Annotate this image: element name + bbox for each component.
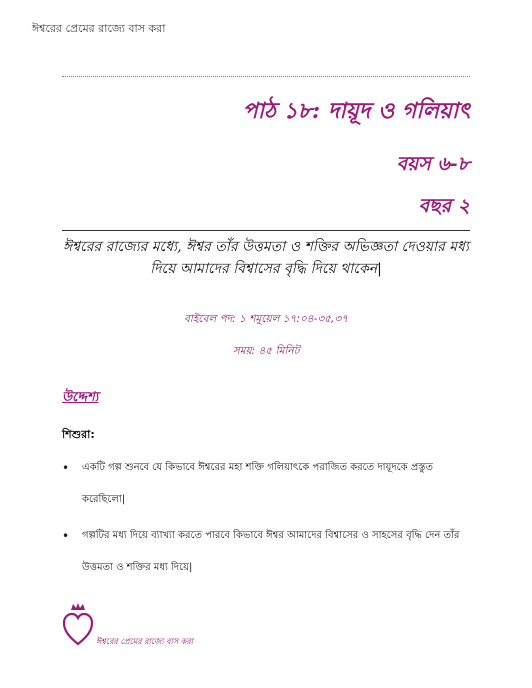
curriculum-year: বছর ২ [418,195,470,217]
crown-heart-logo-icon [62,602,94,648]
list-item [62,452,472,516]
objectives-heading: উদ্দেশ্য [62,390,99,405]
objective-text: গল্পটির মধ্য দিয়ে ব্যাখ্যা করতে পারবে কিভাবে ঈশ্বর আমাদের বিশ্বাসের ও সাহসের বৃদ্ধি দেন তাঁর উত্তমতা ও শক্তির মধ্য দিয়ে| [82,530,460,573]
lesson-duration: সময়: ৪৫ মিনিট [232,345,300,357]
objectives-audience: শিশুরা: [62,428,95,441]
bullet-icon: • [62,529,70,543]
bullet-icon: • [62,461,70,475]
running-header: ঈশ্বরের প্রেমের রাজ্যে বাস করা [32,22,166,35]
theme-divider [62,230,470,231]
footer-text: ঈশ্বরের প্রেমের রাজ্যে বাস করা [96,637,194,646]
objectives-list [62,452,472,588]
scripture-reference: বাইবেল পদ: ১ শমূয়েল ১৭:০৪-৩৫,৩৭ [183,313,349,325]
lesson-theme: ঈশ্বরের রাজ্যের মধ্যে, ঈশ্বর তাঁর উত্তমতা ও শক্তির অভিজ্ঞতা দেওয়ার মধ্য দিয়ে আমাদের বিশ্বাসের বৃদ্ধি দিয়ে থাকেন| [63,239,469,277]
lesson-title: পাঠ ১৮: দায়ূদ ও গলিয়াৎ [242,98,470,124]
header-divider [62,76,470,77]
age-range: বয়স ৬-৮ [396,153,470,175]
objective-text: একটি গল্প শুনবে যে কিভাবে ঈশ্বরের মহা শক্তি গলিয়াৎকে পরাজিত করতে দায়ূদকে প্রস্তুত করেছিলো| [82,462,433,505]
list-item [62,520,472,584]
